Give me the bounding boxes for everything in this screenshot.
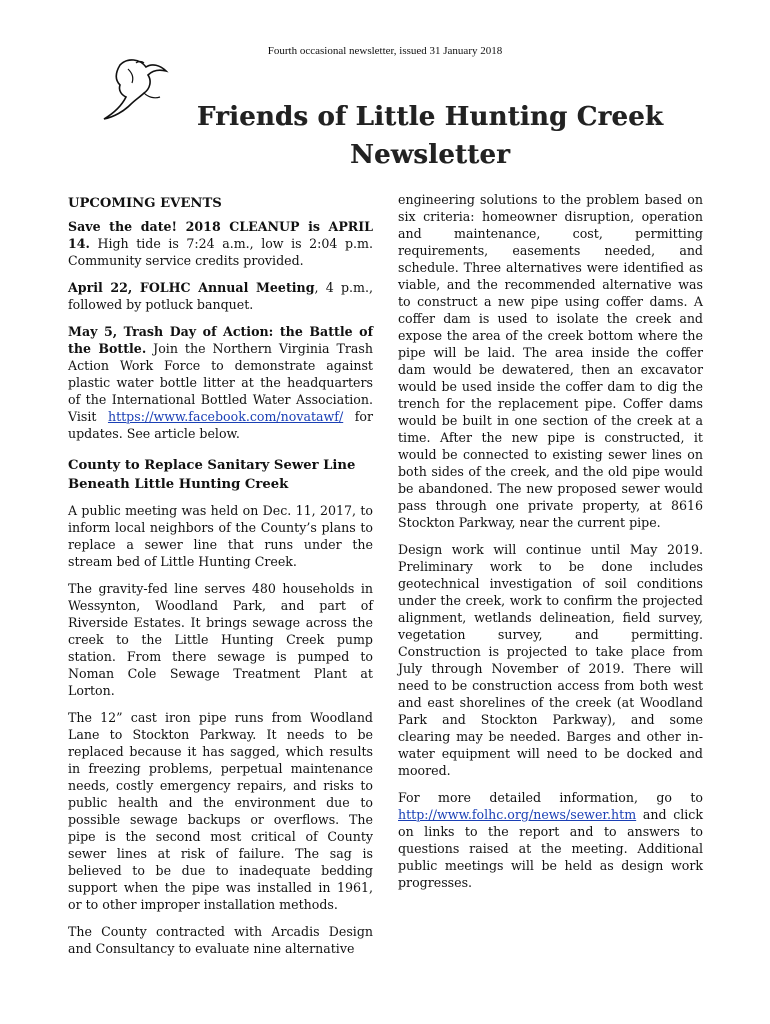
- event-cleanup: [68, 218, 373, 269]
- event-trash-day-title: May 5, Trash Day of Action: the Battle of the Bottle.: [68, 324, 373, 356]
- event-annual-meeting-text: , 4 p.m., followed by potluck banquet.: [68, 280, 373, 312]
- article-heading: County to Replace Sanitary Sewer Line Beneath Little Hunting Creek: [68, 458, 356, 492]
- article-paragraph-7: [398, 789, 703, 891]
- newsletter-title: [160, 98, 700, 174]
- article-paragraph-6: Design work will continue until May 2019. Preliminary work to be done includes geotechnical investigation of soil conditions under the creek, work to confirm the projected alignment, wetlands delineation, field survey, vegetation survey, and permitting. Construction is projected to take place from July through November of 2019. There will need to be construction access from both west and east shorelines of the creek (at Woodland Park and Stockton Parkway), and some clearing may be needed. Barges and other in-water equipment will need to be docked and moored.: [398, 542, 703, 778]
- left-column: [68, 195, 373, 967]
- upcoming-events-heading: UPCOMING EVENTS: [68, 196, 222, 211]
- event-annual-meeting: [68, 279, 373, 313]
- article-paragraph-5: engineering solutions to the problem based on six criteria: homeowner disruption, operation and maintenance, cost, permitting requirements, easements needed, and schedule. Three alternatives were identified as viable, and the recommended alternative was to construct a new pipe using coffer dams. A coffer dam is used to isolate the creek and expose the area of the creek bottom where the pipe will be laid. The area inside the coffer dam would be dewatered, then an excavator would be used inside the coffer dam to dig the trench for the replacement pipe. Coffer dams would be built in one section of the creek at a time. After the new pipe is constructed, it would be connected to existing sewer lines on both sides of the creek, and the old pipe would be abandoned. The new proposed sewer would pass through one private property, at 8616 Stockton Parkway, near the current pipe.: [398, 192, 703, 530]
- event-cleanup-title: Save the date! 2018 CLEANUP is APRIL 14.: [68, 219, 373, 251]
- right-column: [398, 191, 703, 901]
- event-trash-day: [68, 323, 373, 442]
- event-trash-day-text: Join the Northern Virginia Trash Action Work Force to demonstrate against plastic water bottle litter at the headquarters of the International Bottled Water Association. Visit: [68, 341, 373, 424]
- article-paragraph-4: The County contracted with Arcadis Design and Consultancy to evaluate nine alternative: [68, 924, 373, 956]
- event-cleanup-text: High tide is 7:24 a.m., low is 2:04 p.m. Community service credits provided.: [68, 236, 373, 268]
- title-line-2: Newsletter: [349, 140, 510, 170]
- facebook-link[interactable]: https://www.facebook.com/novatawf/: [107, 409, 344, 424]
- article-paragraph-2: The gravity-fed line serves 480 households in Wessynton, Woodland Park, and part of Riverside Estates. It brings sewage across the creek to the Little Hunting Creek pump station. From there sewage is pumped to Noman Cole Sewage Treatment Plant at Lorton.: [68, 581, 373, 698]
- event-trash-day-after: for updates. See article below.: [68, 409, 373, 441]
- article-paragraph-7-after: and click on links to the report and to answers to questions raised at the meeting. Additional public meetings will be held as design work progresses.: [398, 807, 703, 890]
- title-line-1: Friends of Little Hunting Creek: [196, 102, 664, 132]
- issue-note: Fourth occasional newsletter, issued 31 January 2018: [267, 45, 503, 57]
- article-paragraph-3: The 12” cast iron pipe runs from Woodland Lane to Stockton Parkway. It needs to be replaced because it has sagged, which results in freezing problems, perpetual maintenance needs, costly emergency repairs, and risks to public health and the environment due to possible sewage backups or overflows. The pipe is the second most critical of County sewer lines at risk of failure. The sag is believed to be due to inadequate bedding support when the pipe was installed in 1961, or to other improper installation methods.: [68, 710, 373, 912]
- article-paragraph-1: A public meeting was held on Dec. 11, 2017, to inform local neighbors of the County’s plans to replace a sewer line that runs under the stream bed of Little Hunting Creek.: [68, 503, 373, 569]
- event-annual-meeting-title: April 22, FOLHC Annual Meeting: [68, 280, 315, 295]
- article-paragraph-7-before: For more detailed information, go to: [398, 790, 703, 805]
- sewer-info-link[interactable]: http://www.folhc.org/news/sewer.htm: [398, 807, 637, 822]
